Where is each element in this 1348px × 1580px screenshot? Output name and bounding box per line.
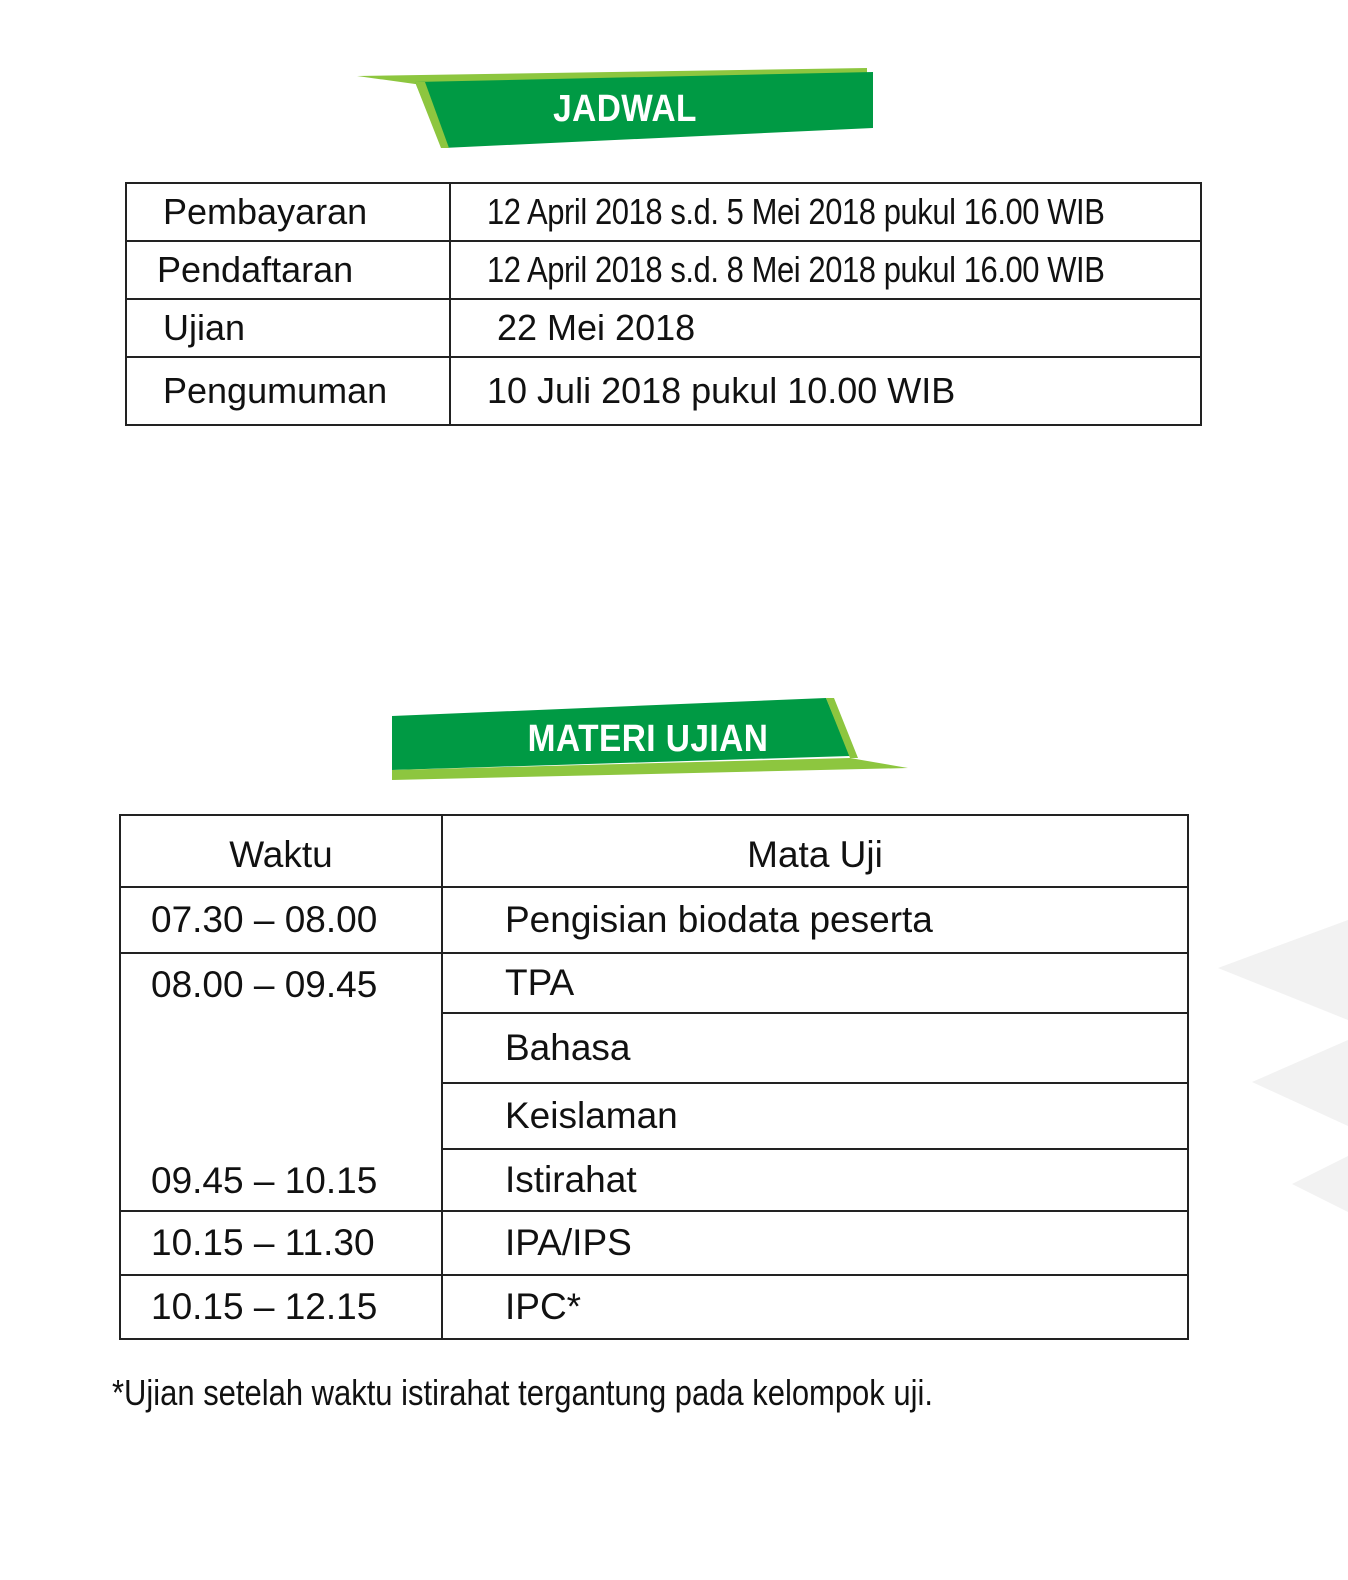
jadwal-value-text: 12 April 2018 s.d. 5 Mei 2018 pukul 16.00 WIB xyxy=(487,191,1105,232)
table-row xyxy=(126,299,1201,357)
jadwal-label: Ujian xyxy=(126,299,450,357)
materi-title: MATERI UJIAN xyxy=(527,718,769,760)
table-row xyxy=(120,887,1188,953)
subject-cell: Pengisian biodata peserta xyxy=(442,887,1188,953)
table-row xyxy=(126,183,1201,241)
jadwal-label: Pendaftaran xyxy=(126,241,450,299)
subject-cell: Keislaman xyxy=(442,1083,1188,1149)
subject-cell: IPA/IPS xyxy=(442,1211,1188,1275)
decorative-chevrons xyxy=(1188,900,1348,1230)
jadwal-value: 10 Juli 2018 pukul 10.00 WIB xyxy=(450,357,1201,425)
time-cell: 10.15 – 12.15 xyxy=(120,1275,442,1339)
materi-table xyxy=(119,814,1189,1340)
header-time: Waktu xyxy=(120,815,442,887)
materi-banner xyxy=(388,696,912,782)
time-cell-merged xyxy=(120,953,442,1211)
time-text: 08.00 – 09.45 xyxy=(151,964,378,1005)
jadwal-value-text: 12 April 2018 s.d. 8 Mei 2018 pukul 16.00 WIB xyxy=(487,249,1105,290)
time-text: 09.45 – 10.15 xyxy=(151,1160,378,1201)
time-cell: 10.15 – 11.30 xyxy=(120,1211,442,1275)
jadwal-label: Pengumuman xyxy=(126,357,450,425)
footnote: *Ujian setelah waktu istirahat tergantung pada kelompok uji. xyxy=(112,1372,933,1413)
jadwal-banner xyxy=(355,66,877,152)
table-row xyxy=(126,357,1201,425)
subject-cell: Bahasa xyxy=(442,1013,1188,1083)
jadwal-label: Pembayaran xyxy=(126,183,450,241)
jadwal-value: 22 Mei 2018 xyxy=(450,299,1201,357)
jadwal-title: JADWAL xyxy=(553,88,697,130)
header-subject: Mata Uji xyxy=(442,815,1188,887)
table-header-row xyxy=(120,815,1188,887)
jadwal-value xyxy=(450,241,1201,299)
table-row xyxy=(120,953,1188,1013)
time-cell: 07.30 – 08.00 xyxy=(120,887,442,953)
jadwal-value xyxy=(450,183,1201,241)
table-row xyxy=(120,1211,1188,1275)
subject-cell: TPA xyxy=(442,953,1188,1013)
subject-cell: IPC* xyxy=(442,1275,1188,1339)
table-row xyxy=(126,241,1201,299)
subject-cell: Istirahat xyxy=(442,1149,1188,1211)
table-row xyxy=(120,1275,1188,1339)
jadwal-table xyxy=(125,182,1202,426)
